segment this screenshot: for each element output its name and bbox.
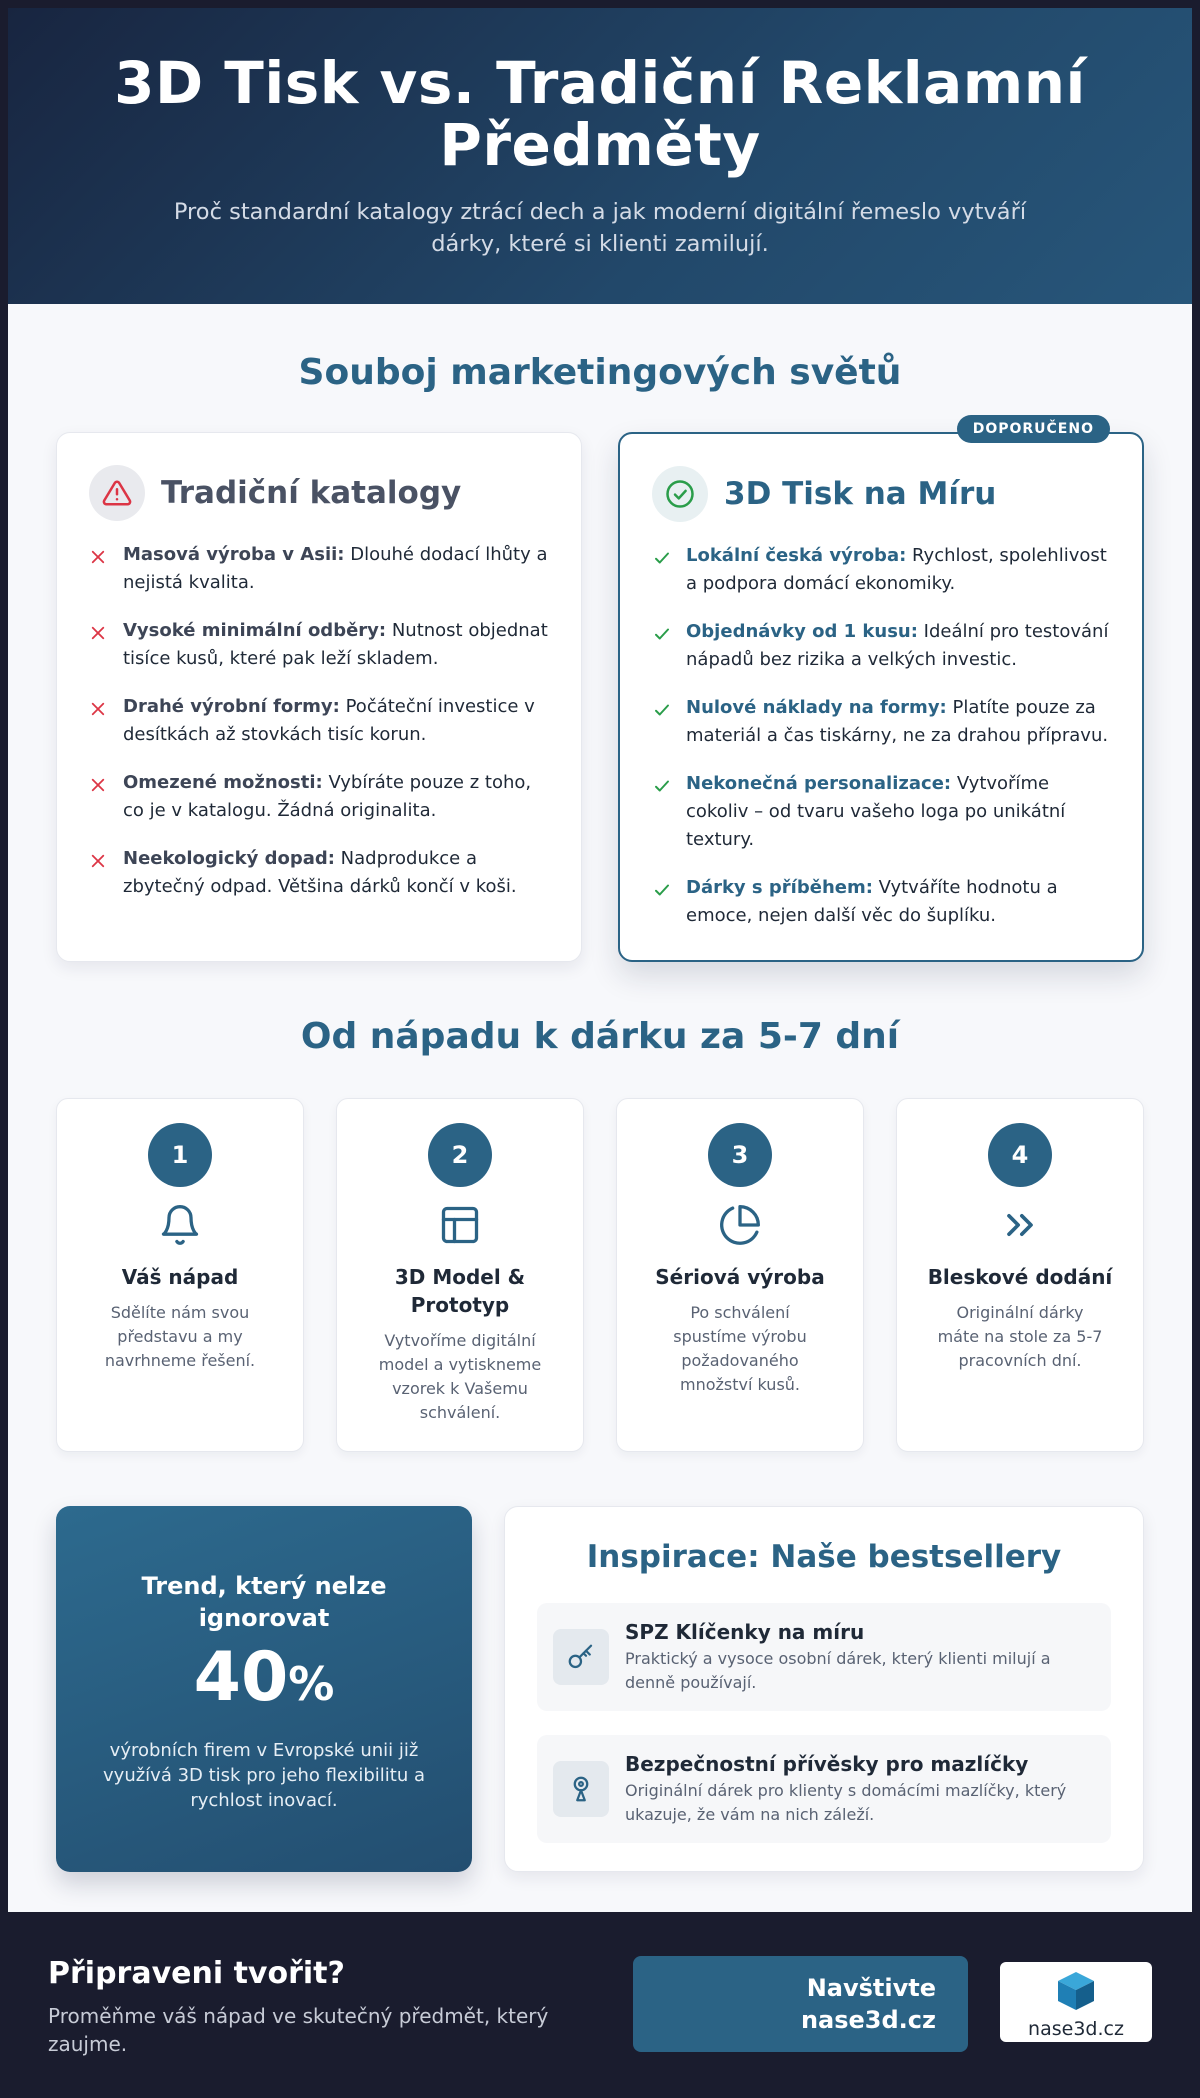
step-card-3	[616, 1098, 864, 1452]
item-heading: Masová výroba v Asii:	[123, 544, 345, 565]
footer-text: Proměňme váš nápad ve skutečný předmět, který zaujme.	[48, 2004, 549, 2056]
list-item	[652, 618, 1110, 674]
trend-number: 40	[193, 1638, 289, 1717]
trend-value	[56, 1638, 472, 1724]
title-line-1: 3D Tisk vs. Tradiční Reklamní	[114, 49, 1086, 117]
trend-unit: %	[288, 1657, 335, 1711]
hero-header	[8, 8, 1192, 304]
item-heading: Neekologický dopad:	[123, 848, 335, 869]
print3d-header	[652, 466, 1110, 522]
product-text: Originální dárek pro klienty s domácími mazlíčky, který ukazuje, že vám na nich záleží.	[625, 1781, 1067, 1824]
comparison-title: Souboj marketingových světů	[298, 352, 902, 393]
bell-icon	[57, 1201, 303, 1249]
step-card-2	[336, 1098, 584, 1452]
pet-tag-icon	[553, 1761, 609, 1817]
traditional-title: Tradiční katalogy	[161, 475, 462, 511]
step-text: Sdělíte nám svou představu a my navrhneme řešení.	[104, 1303, 256, 1370]
step-title: Bleskové dodání	[927, 1265, 1113, 1289]
recommended-badge: DOPORUČENO	[957, 415, 1110, 443]
traditional-list	[89, 541, 549, 901]
key-icon	[553, 1629, 609, 1685]
list-item	[89, 693, 549, 749]
print3d-list	[652, 542, 1110, 930]
list-item	[652, 694, 1110, 750]
double-chevron-right-icon	[897, 1201, 1143, 1249]
print3d-title: 3D Tisk na Míru	[724, 476, 997, 512]
list-item	[652, 542, 1110, 598]
logo-text: nase3d.cz	[1028, 2018, 1124, 2040]
title-line-2: Předměty	[439, 111, 761, 179]
pie-chart-icon	[617, 1201, 863, 1249]
check-icon	[652, 542, 686, 576]
cta-line-1: Navštivte	[806, 1974, 936, 2002]
step-title: Váš nápad	[121, 1265, 239, 1289]
cross-icon	[89, 845, 123, 879]
product-title: Bezpečnostní přívěsky pro mazlíčky	[625, 1752, 1029, 1776]
list-item	[89, 769, 549, 825]
inspiration-title: Inspirace: Naše bestsellery	[586, 1539, 1062, 1575]
brand-logo[interactable]	[1000, 1962, 1152, 2042]
step-title: Sériová výroba	[655, 1265, 825, 1289]
step-number: 3	[708, 1123, 772, 1187]
check-icon	[652, 770, 686, 804]
cross-icon	[89, 541, 123, 575]
item-text: Vytvoříme cokoliv – od tvaru vašeho loga po unikátní textury.	[686, 773, 1066, 850]
infographic-page	[8, 8, 1192, 1912]
cross-icon	[89, 617, 123, 651]
trend-card	[56, 1506, 472, 1872]
check-circle-icon	[652, 466, 708, 522]
list-item	[89, 541, 549, 597]
item-heading: Lokální česká výroba:	[686, 545, 907, 566]
item-text: Počáteční investice v desítkách až stovkách tisíc korun.	[123, 696, 535, 745]
item-text: Ideální pro testování nápadů bez rizika a velkých investic.	[686, 621, 1109, 670]
step-text: Originální dárky máte na stole za 5-7 pracovních dní.	[937, 1303, 1103, 1370]
page-subtitle: Proč standardní katalogy ztrácí dech a jak moderní digitální řemeslo vytváří dárky, které si klienti zamilují.	[173, 199, 1027, 257]
item-text: Nutnost objednat tisíce kusů, které pak leží skladem.	[123, 620, 548, 669]
layout-icon	[337, 1201, 583, 1249]
step-number: 2	[428, 1123, 492, 1187]
item-text: Vytváříte hodnotu a emoce, nejen další věc do šuplíku.	[686, 877, 1058, 926]
step-text: Po schválení spustíme výrobu požadovaného množství kusů.	[673, 1303, 807, 1394]
traditional-card	[56, 432, 582, 962]
item-heading: Nekonečná personalizace:	[686, 773, 952, 794]
cross-icon	[89, 693, 123, 727]
list-item	[652, 874, 1110, 930]
product-text: Praktický a vysoce osobní dárek, který klienti milují a denně používají.	[625, 1649, 1051, 1692]
item-heading: Drahé výrobní formy:	[123, 696, 340, 717]
process-steps	[56, 1098, 1144, 1452]
item-heading: Vysoké minimální odběry:	[123, 620, 387, 641]
step-number: 1	[148, 1123, 212, 1187]
page-title	[8, 49, 1192, 179]
cube-icon	[1056, 1970, 1096, 2012]
print3d-card	[618, 421, 1144, 962]
product-item	[537, 1603, 1111, 1711]
step-card-4	[896, 1098, 1144, 1452]
list-item	[652, 770, 1110, 854]
item-heading: Omezené možnosti:	[123, 772, 323, 793]
trend-title: Trend, který nelze ignorovat	[141, 1572, 387, 1632]
visit-website-button[interactable]	[633, 1956, 968, 2052]
step-text: Vytvoříme digitální model a vytiskneme vzorek k Vašemu schválení.	[378, 1331, 542, 1422]
item-heading: Objednávky od 1 kusu:	[686, 621, 918, 642]
step-title: 3D Model & Prototyp	[394, 1265, 526, 1317]
warning-triangle-icon	[89, 465, 145, 521]
item-text: Nadprodukce a zbytečný odpad. Většina dárků končí v koši.	[123, 848, 517, 897]
item-heading: Nulové náklady na formy:	[686, 697, 947, 718]
check-icon	[652, 874, 686, 908]
footer-title: Připraveni tvořit?	[48, 1956, 345, 1991]
cross-icon	[89, 769, 123, 803]
item-heading: Dárky s příběhem:	[686, 877, 873, 898]
item-text: Platíte pouze za materiál a čas tiskárny, ne za drahou přípravu.	[686, 697, 1109, 746]
trend-text: výrobních firem v Evropské unii již využívá 3D tisk pro jeho flexibilitu a rychlost inovací.	[103, 1740, 425, 1811]
list-item	[89, 845, 549, 901]
item-text: Rychlost, spolehlivost a podpora domácí ekonomiky.	[686, 545, 1107, 594]
footer	[0, 1912, 1200, 2098]
comparison-section	[56, 421, 1144, 962]
cta-line-2: nase3d.cz	[800, 2006, 936, 2034]
process-title: Od nápadu k dárku za 5-7 dní	[300, 1016, 900, 1057]
inspiration-card	[504, 1506, 1144, 1872]
step-card-1	[56, 1098, 304, 1452]
item-text: Vybíráte pouze z toho, co je v katalogu. Žádná originalita.	[123, 772, 532, 821]
step-number: 4	[988, 1123, 1052, 1187]
check-icon	[652, 618, 686, 652]
check-icon	[652, 694, 686, 728]
traditional-header	[89, 465, 549, 521]
item-text: Dlouhé dodací lhůty a nejistá kvalita.	[123, 544, 548, 593]
product-title: SPZ Klíčenky na míru	[625, 1620, 865, 1644]
product-item	[537, 1735, 1111, 1843]
list-item	[89, 617, 549, 673]
